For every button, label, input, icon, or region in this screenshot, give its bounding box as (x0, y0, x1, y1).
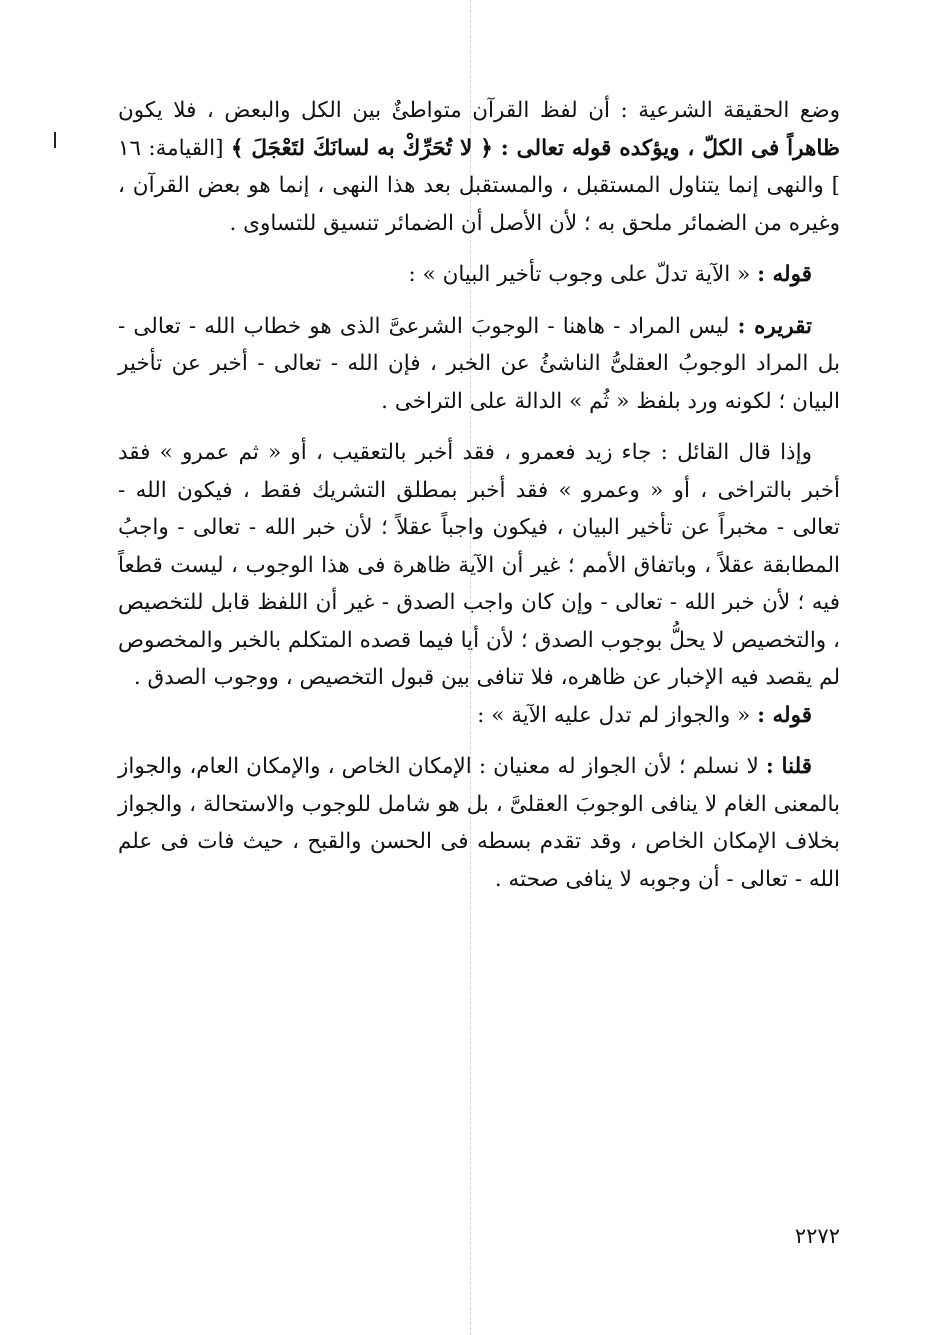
taqrir-lead: تقريره : (737, 313, 812, 339)
text-line: تنسيق للتساوى . (229, 210, 380, 236)
quote-heading-1 (118, 256, 840, 294)
text-line: هو بعض القرآن ، وغيره من الضمائر ملحق به ؛ لأن الأصل أن الضمائر (118, 173, 840, 236)
paragraph-taqrir (118, 308, 840, 421)
text-line: وضع الحقيقة الشرعية : أن لفظ القرآن متواطئٌ بين الكل والبعض ، فلا يكون (118, 98, 840, 123)
taqrir-text: ليس المراد - هاهنا - الوجوبَ الشرعىَّ الذى هو خطاب الله - تعالى - بل المراد الوجوبُ العقلىُّ الناشئُ عن الخبر ، فإن الله - تعالى - أخبر عن تأخير البيان ؛ لكونه ورد بلفظ « ثُم » الدالة على التراخى . (118, 313, 840, 414)
paragraph-qulna (118, 748, 840, 898)
qulna-lead: قلنا : (765, 754, 812, 779)
quote-lead: قوله : (757, 702, 812, 728)
quote-text: « الآية تدلّ على وجوب تأخير البيان » : (408, 262, 758, 287)
text-line: ظاهراً فى الكلّ ، ويؤكده قوله تعالى : ﴿ لا تُحَرِّكْ به لسانَكَ لتَعْجَلَ ﴾ (230, 135, 840, 161)
quote-text: « والجواز لم تدل عليه الآية » : (477, 702, 758, 728)
quote-lead: قوله : (757, 262, 812, 287)
page-number: ٢٢٧٢ (794, 1224, 840, 1248)
paragraph-idha: وإذا قال القائل : جاء زيد فعمرو ، فقد أخبر بالتعقيب ، أو « ثم عمرو » فقد أخبر بالتراخى ، أو « وعمرو » فقد أخبر بمطلق التشريك فقط ، فيكون الله - تعالى - مخبراً عن تأخير البيان ، فيكون واجباً عقلاً ؛ لأن خبر الله - تعالى - واجبُ المطابقة عقلاً ، وباتفاق الأمم ؛ غير أن الآية ظاهرة فى هذا الوجوب ، ليست قطعاً فيه ؛ لأن خبر الله - تعالى - وإن كان واجب الصدق - غير أن اللفظ قابل للتخصيص ، والتخصيص لا يحلُّ بوجوب الصدق ؛ لأن أيا فيما قصده المتكلم بالخبر والمخصوص لم يقصد فيه الإخبار عن ظاهره، فلا تنافى بين قبول التخصيص ، ووجوب الصدق . (118, 440, 840, 690)
text-line: [القيامة: ١٦ ] والنهى إنما يتناول المستقبل ، والمستقبل بعد هذا النهى ، إنما (118, 135, 841, 198)
qulna-text: لا نسلم ؛ لأن الجواز له معنيان : الإمكان الخاص ، والإمكان العام، والجواز بالمعنى الغام لا ينافى الوجوبَ العقلىَّ ، بل هو شامل للوجوب والاستحالة ، والجواز بخلاف الإمكان الخاص ، وقد تقدم بسطه فى الحسن والقبح ، حيث فات فى علم الله - تعالى - أن وجوبه لا ينافى صحته . (118, 754, 840, 892)
page-body (118, 92, 840, 898)
quote-heading-2 (118, 697, 840, 735)
paragraph-continuation (118, 92, 840, 242)
margin-mark (54, 132, 56, 148)
